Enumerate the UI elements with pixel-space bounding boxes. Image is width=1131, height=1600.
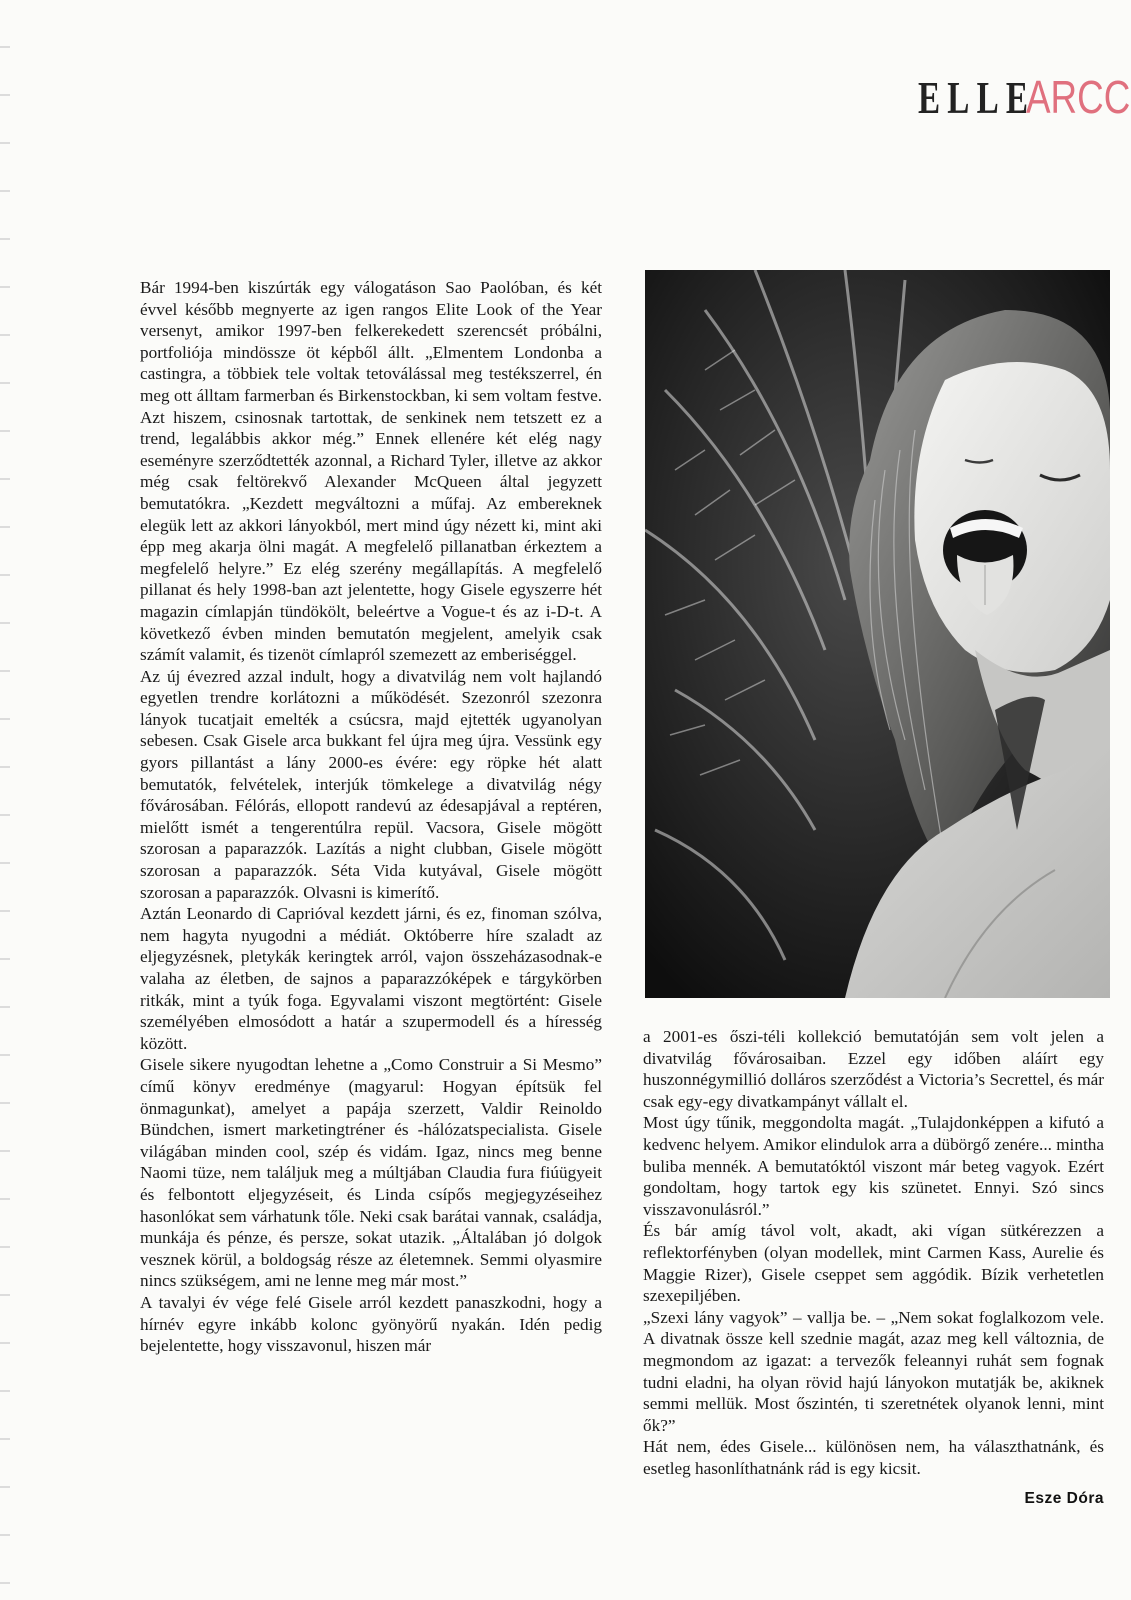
page-edge-marks [0, 0, 10, 1600]
section-title: ARCC [1026, 71, 1131, 123]
paragraph: Az új évezred azzal indult, hogy a divatvilág nem volt hajlandó egyetlen trendre korlátozni a működését. Szezonról szezonra lányok tucatjait emelték a csúcsra, majd ejtették ugyanolyan sebesen. Csak Gisele arca bukkant fel újra meg újra. Vessünk egy gyors pillantást a lány 2000-es évére: egy röpke hét alatt bemutatók, felvételek, interjúk tömkelege a divatvilág négy fővárosában. Félórás, ellopott randevú az édesapjával a reptéren, mielőtt ismét a tengerentúlra repül. Vacsora, Gisele mögött szorosan a paparazzók. Lazítás a night clubban, Gisele mögött szorosan a paparazzók. Séta Vida kutyával, Gisele mögött szorosan a paparazzók. Olvasni is kimerítő. [140, 666, 602, 902]
magazine-header [918, 70, 1131, 123]
article-left-column [140, 277, 602, 1357]
paragraph: A tavalyi év vége felé Gisele arról kezdett panaszkodni, hogy a hírnév egyre inkább kolonc gyönyörű nyakán. Idén pedig bejelentette, hogy visszavonul, hiszen már [140, 1292, 602, 1356]
portrait-photo [645, 270, 1110, 998]
paragraph: Hát nem, édes Gisele... különösen nem, ha választhatnánk, és esetleg hasonlíthatnánk rád is egy kicsit. [643, 1437, 1104, 1478]
paragraph: Aztán Leonardo di Caprióval kezdett járni, és ez, finoman szólva, nem hagyta nyugodni a médiát. Októberre híre szaladt az eljegyzésnek, pletykák keringtek arról, vajon összeházasodnak-e valaha az életben, de sajnos a paparazzóképek e tárgykörben ritkák, mint a tyúk foga. Egyvalami viszont megtörtént: Gisele személyében elmosódott a határ a szupermodell és a híresség között. [140, 904, 602, 1053]
paragraph: Bár 1994-ben kiszúrták egy válogatáson Sao Paolóban, és két évvel később megnyerte az igen rangos Elite Look of the Year versenyt, amikor 1997-ben felkerekedett szerencsét próbálni, portfoliója mindössze öt képből állt. „Elmentem Londonba a castingra, a többiek tele voltak tetoválással meg testékszerrel, én meg ott álltam farmerban és Birkenstockban, ki sem voltam festve. Azt hiszem, csinosnak tartottak, de senkinek nem tetszett ez a trend, legalábbis akkor még.” Ennek ellenére két elég nagy eseményre szerződtették azonnal, a Richard Tyler, illetve az akkor még csak feltörekvő Alexander McQueen által jegyzett bemutatókra. „Kezdett megváltozni a műfaj. Az embereknek elegük lett az akkori lányokból, mert mind úgy nézett ki, mint aki épp meg akarja ölni magát. A megfelelő pillanatban érkeztem a megfelelő helyre.” Ez elég szerény megállapítás. A megfelelő pillanat és hely 1998-ban azt jelentette, hogy Gisele egyszerre hét magazin címlapján tündökölt, beleértve a Vogue-t és az i-D-t. A következő évben minden bemutatón megjelent, amelyik csak számít valamit, és tizenöt címlapról szemezett az emberiséggel. [140, 278, 602, 665]
paragraph: a 2001-es őszi-téli kollekció bemutatóján sem volt jelen a divatvilág fővárosaiban. Ezzel egy időben aláírt egy huszonnégymillió dolláros szerződést a Victoria’s Secrettel, és már csak egy-egy divatkampányt vállalt el. [643, 1027, 1104, 1111]
paragraph: „Szexi lány vagyok” – vallja be. – „Nem sokat foglalkozom vele. A divatnak össze kell szednie magát, azaz meg kell változnia, de megmondom az igazat: a tervezők feleannyi ruhát sem fognak tudni eladni, ha olyan rövid hajú lányokon mutatják be, akiknek semmi mellük. Most őszintén, ti szeretnétek olyanok lenni, mint ők?” [643, 1307, 1104, 1435]
article-right-column [643, 1026, 1104, 1479]
author-byline: Esze Dóra [1024, 1490, 1104, 1507]
paragraph: És bár amíg távol volt, akadt, aki vígan sütkérezzen a reflektorfényben (olyan modellek, mint Carmen Kass, Aurelie és Maggie Rizer), Gisele cseppet sem aggódik. Bízik verhetetlen szexepiljében. [643, 1221, 1104, 1306]
magazine-logo: ELLE [918, 72, 1036, 123]
paragraph: Gisele sikere nyugodtan lehetne a „Como Construir a Si Mesmo” című könyv eredménye (magyarul: Hogyan építsük fel önmagunkat), amelyet a papája szerzett, Valdir Reinoldo Bündchen, ismert marketingtréner és -hálózatspecialista. Gisele világában minden cool, szép és vidám. Igaz, nincs meg benne Naomi tüze, nem találjuk meg a múltjában Claudia fura fiúügyeit és felbontott eljegyzéseit, és Linda csípős megjegyzéseihez hasonlókat sem várhatunk tőle. Neki csak barátai vannak, családja, munkája és pénze, és persze, sokat utazik. „Általában jó dolgok vesznek körül, a boldogság része az életemnek. Semmi olyasmire nincs szükségem, ami ne lenne meg már most.” [140, 1055, 602, 1291]
paragraph: Most úgy tűnik, meggondolta magát. „Tulajdonképpen a kifutó a kedvenc helyem. Amikor elindulok arra a dübörgő zenére... mintha buliba mennék. A bemutatóktól viszont már beteg vagyok. Ezért gondoltam, hogy tartok egy kis szünetet. Ennyi. Szó sincs visszavonulásról.” [643, 1113, 1104, 1219]
